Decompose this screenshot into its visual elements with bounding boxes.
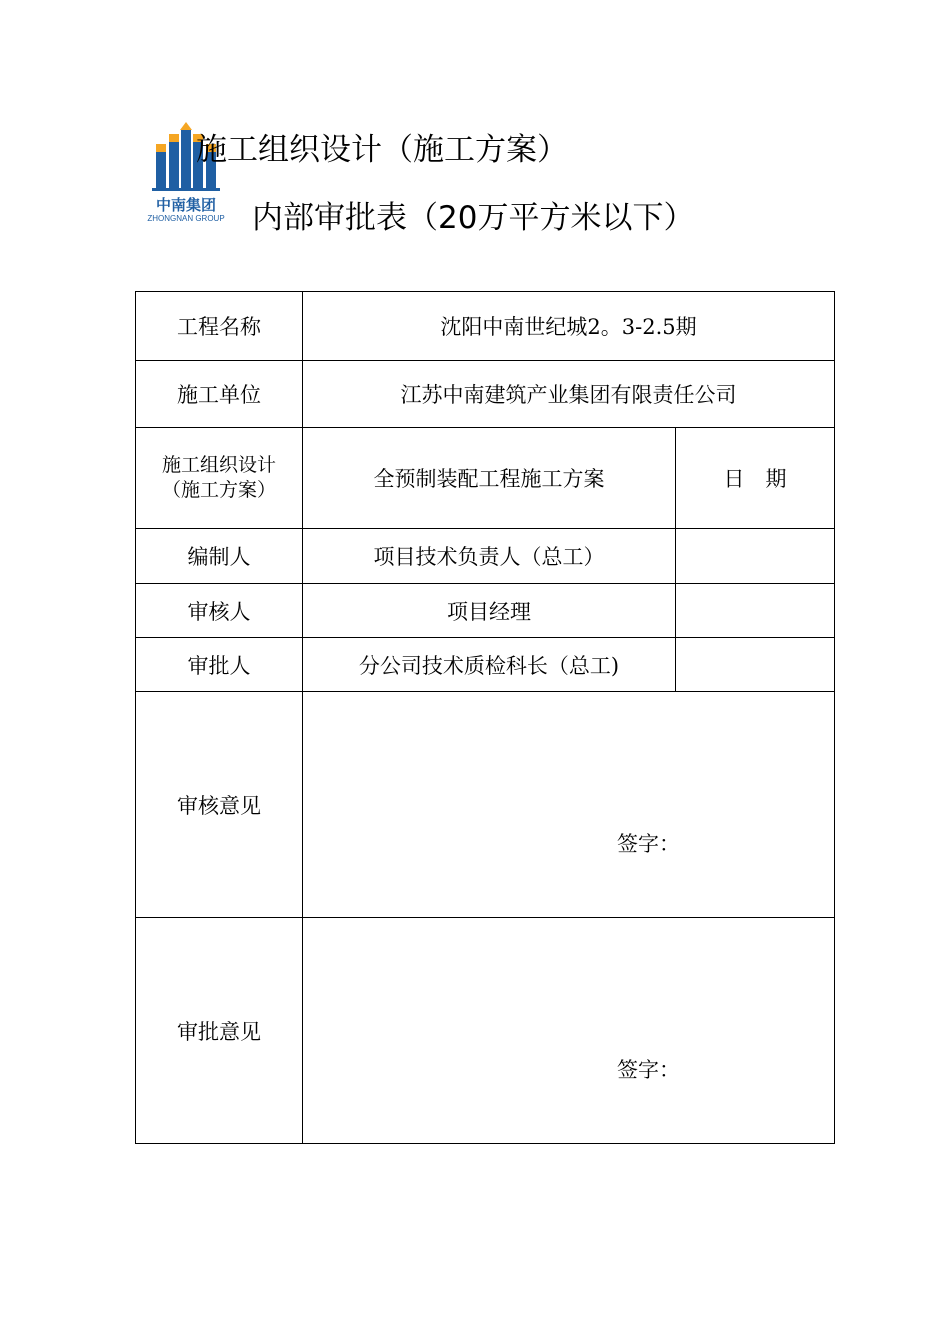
title-line-1: 施工组织设计（施工方案） [196, 132, 568, 168]
logo-name-en: ZHONGNAN GROUP [147, 214, 225, 223]
review-signature-label: 签字： [617, 832, 680, 856]
compiler-label: 编制人 [136, 529, 303, 584]
review-opinion-row [136, 692, 835, 918]
design-label-line-1: 施工组织设计 [161, 454, 276, 476]
project-name-row [136, 292, 835, 361]
approval-opinion-row [136, 918, 835, 1144]
date-header: 日 期 [676, 428, 835, 529]
contractor-row [136, 361, 835, 428]
design-label-line-2: （施工方案） [161, 479, 276, 501]
contractor-value: 江苏中南建筑产业集团有限责任公司 [303, 361, 835, 428]
approver-date-cell[interactable] [676, 638, 835, 692]
sign-row [136, 584, 835, 638]
reviewer-date-cell[interactable] [676, 584, 835, 638]
design-label [136, 428, 303, 529]
sign-row [136, 529, 835, 584]
approval-opinion-label: 审批意见 [136, 918, 303, 1144]
approval-form-table [135, 291, 835, 1144]
reviewer-label: 审核人 [136, 584, 303, 638]
reviewer-value: 项目经理 [303, 584, 676, 638]
approver-label: 审批人 [136, 638, 303, 692]
title-line-2: 内部审批表（20万平方米以下） [252, 200, 695, 236]
design-row [136, 428, 835, 529]
logo-name-cn: 中南集团 [155, 196, 216, 214]
design-value: 全预制装配工程施工方案 [303, 428, 676, 529]
compiler-date-cell[interactable] [676, 529, 835, 584]
sign-row [136, 638, 835, 692]
compiler-value: 项目技术负责人（总工） [303, 529, 676, 584]
project-name-value: 沈阳中南世纪城2。3-2.5期 [303, 292, 835, 361]
review-opinion-field[interactable] [303, 692, 835, 918]
contractor-label: 施工单位 [136, 361, 303, 428]
approval-signature-label: 签字： [617, 1058, 680, 1082]
project-name-label: 工程名称 [136, 292, 303, 361]
approval-opinion-field[interactable] [303, 918, 835, 1144]
approver-value: 分公司技术质检科长（总工) [303, 638, 676, 692]
review-opinion-label: 审核意见 [136, 692, 303, 918]
